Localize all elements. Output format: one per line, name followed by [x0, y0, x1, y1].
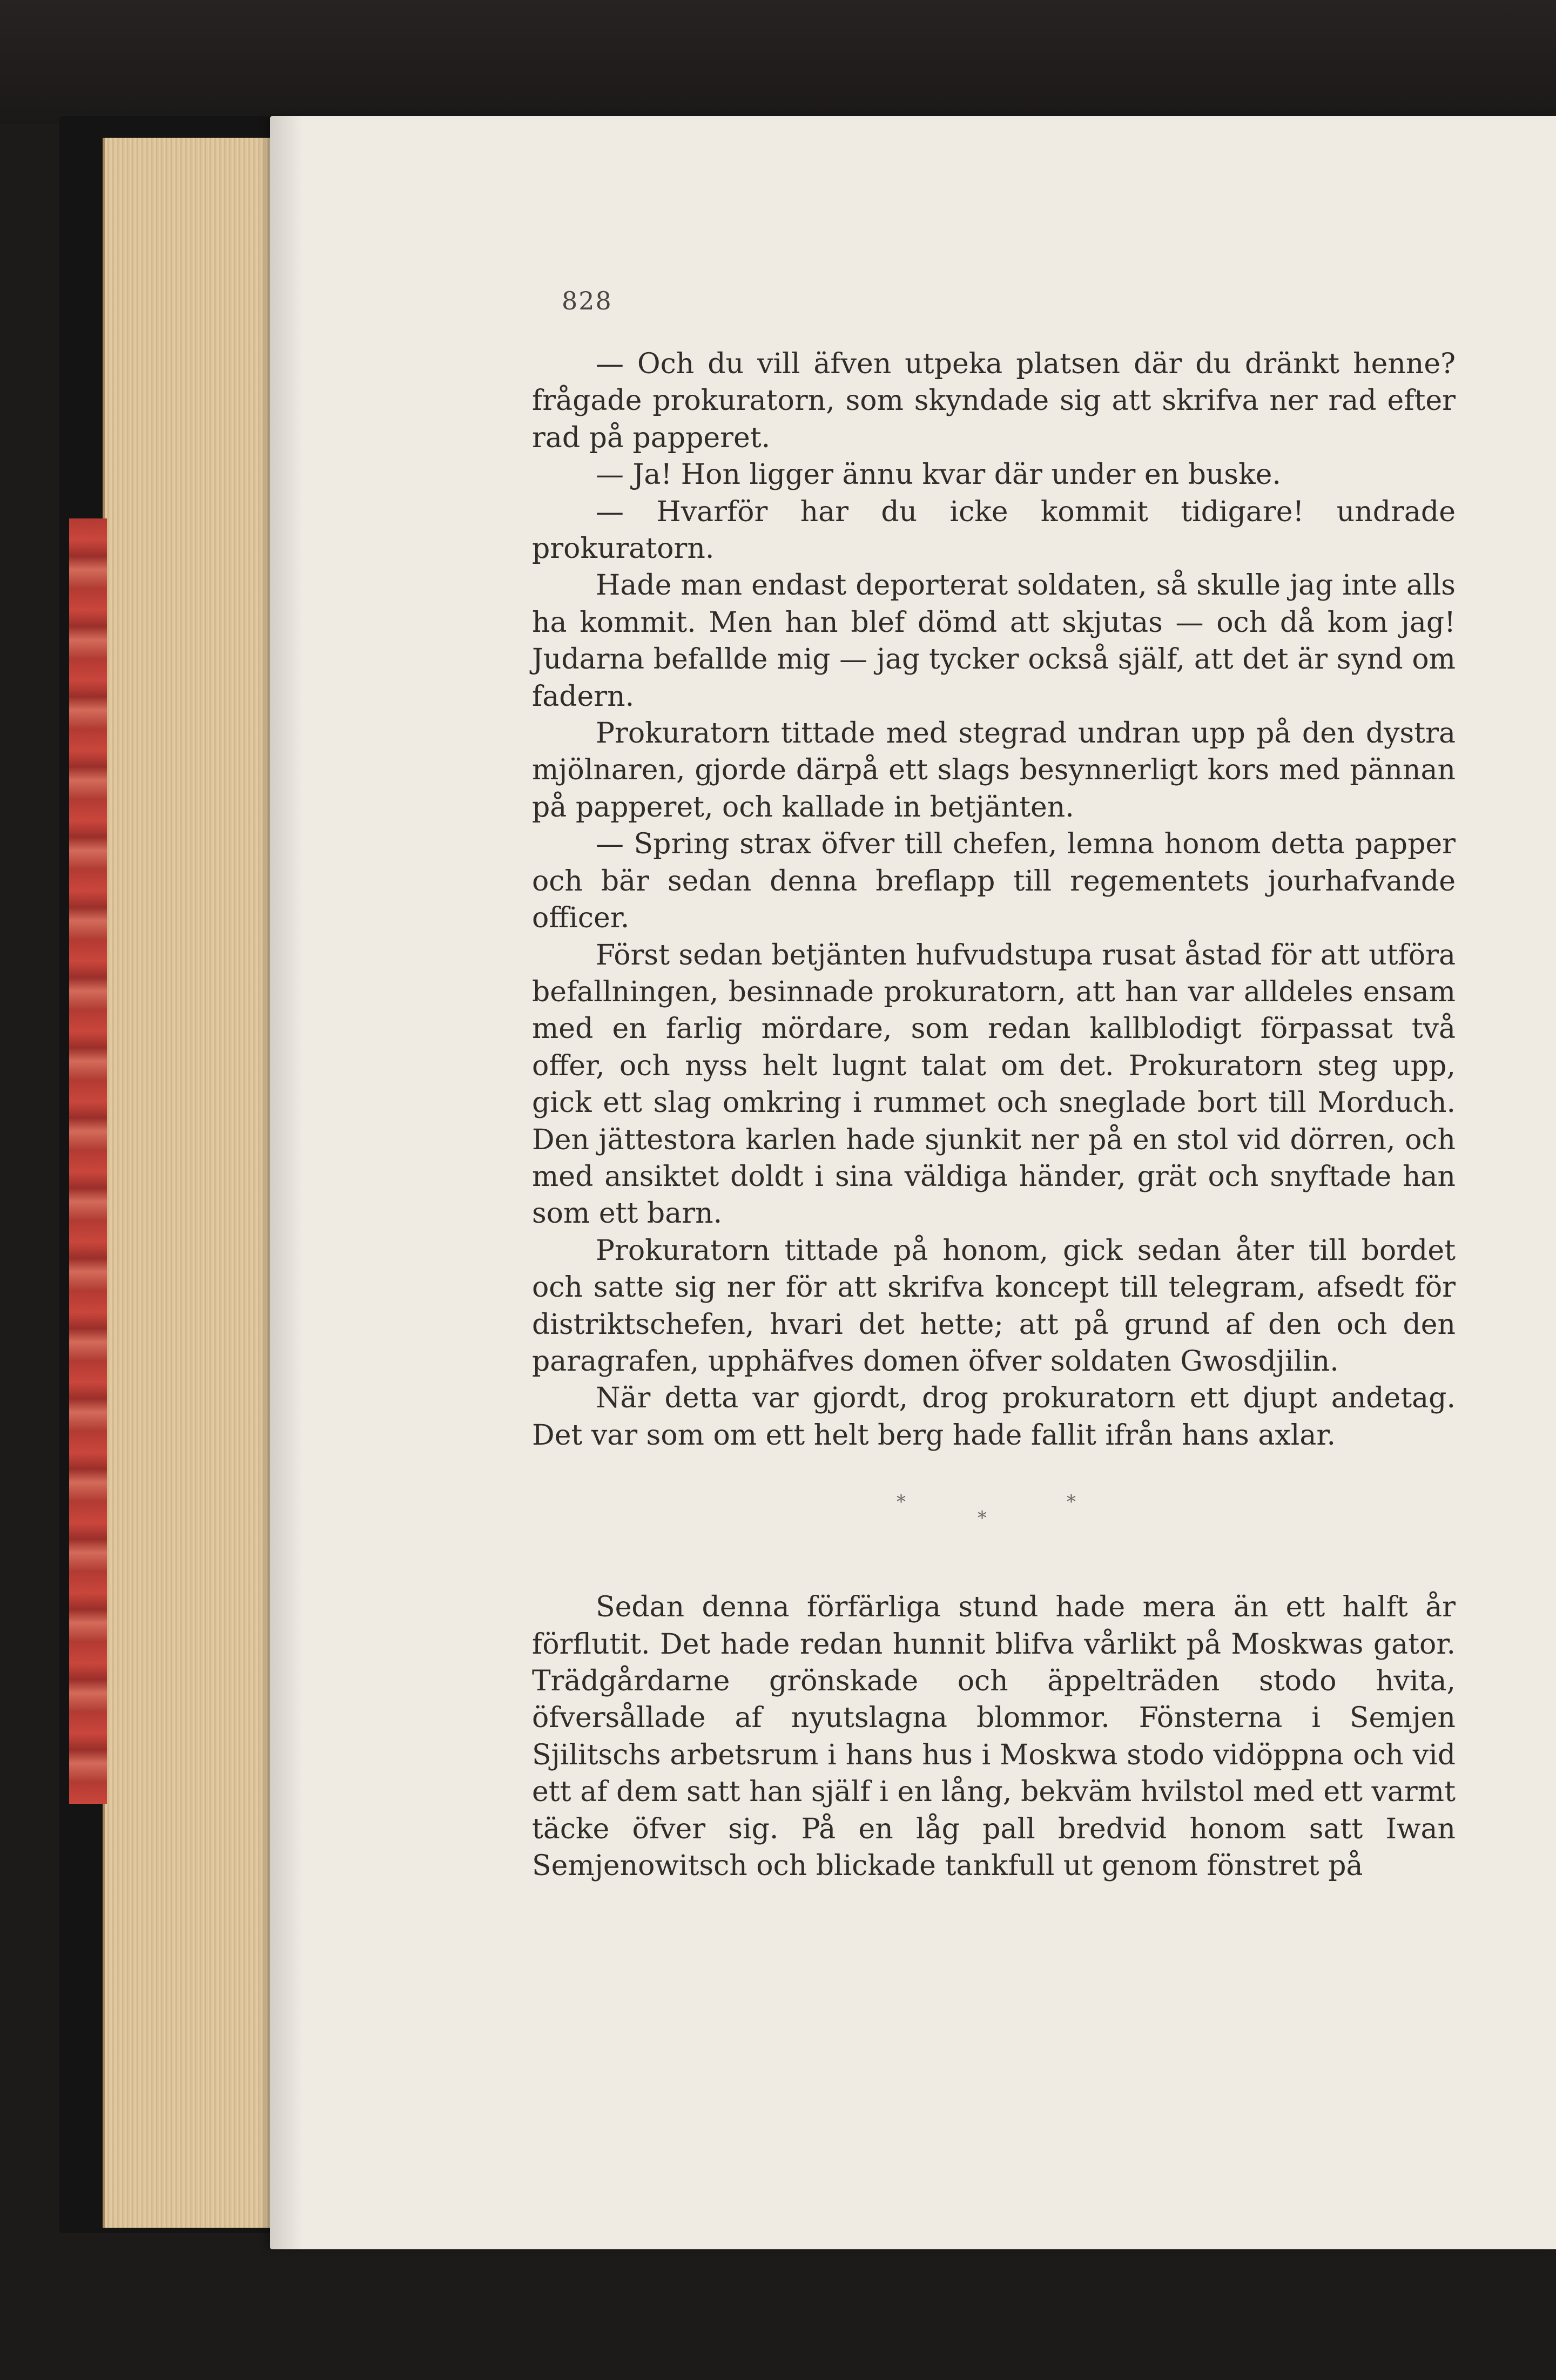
section-break-star: *: [978, 1507, 987, 1529]
page-number: 828: [562, 286, 612, 315]
paragraph: När detta var gjordt, drog prokuratorn ett djupt andetag. Det var som om ett helt berg hade fallit ifrån hans axlar.: [532, 1382, 1456, 1452]
paragraph: — Hvarför har du icke kommit tidigare! undrade prokuratorn.: [532, 495, 1456, 565]
page-gutter-shadow: [270, 116, 302, 2249]
paragraph: Sedan denna förfärliga stund hade mera än ett halft år förflutit. Det hade redan hunnit blifva vårlikt på Moskwas gator. Trädgårdarne grönskade och äppelträden stodo hvita, öfversållade af nyutslagna blommor. Fönsterna i Semjen Sjilitschs arbetsrum i hans hus i Moskwa stodo vidöppna och vid ett af dem satt han själf i en lång, bekväm hvilstol med ett varmt täcke öfver sig. På en låg pall bredvid honom satt Iwan Semjenowitsch och blickade tankfull ut genom fönstret på: [532, 1591, 1456, 1883]
page-text: [532, 346, 1456, 1884]
section-break: [532, 1454, 1456, 1589]
paragraph: — Och du vill äfven utpeka platsen där du dränkt henne? frågade prokuratorn, som skyndade sig att skrifva ner rad efter rad på papperet.: [532, 348, 1456, 454]
paragraph: Prokuratorn tittade med stegrad undran upp på den dystra mjölnaren, gjorde därpå ett slags besynnerligt kors med pännan på papperet, och kallade in betjänten.: [532, 717, 1456, 824]
paragraph: Hade man endast deporterat soldaten, så skulle jag inte alls ha kommit. Men han blef dömd att skjutas — och då kom jag! Judarna befallde mig — jag tycker också själf, att det är synd om fadern.: [532, 569, 1456, 713]
paragraph: — Spring strax öfver till chefen, lemna honom detta papper och bär sedan denna breflapp till regementets jourhafvande officer.: [532, 828, 1456, 935]
red-bookmark-strip: [69, 518, 107, 1804]
page-edges: [103, 138, 283, 2228]
paragraph: Prokuratorn tittade på honom, gick sedan åter till bordet och satte sig ner för att skrifva koncept till telegram, afsedt för distriktschefen, hvari det hette; att på grund af den och den paragrafen, upphäfves domen öfver soldaten Gwosdjilin.: [532, 1234, 1456, 1378]
dark-backdrop: [0, 0, 1556, 124]
section-break-star: *: [897, 1491, 906, 1513]
paragraph: Först sedan betjänten hufvudstupa rusat åstad för att utföra befallningen, besinnade prokuratorn, att han var alldeles ensam med en farlig mördare, som redan kallblodigt förpassat två offer, och nyss helt lugnt talat om det. Prokuratorn steg upp, gick ett slag omkring i rummet och sneglade bort till Morduch. Den jättestora karlen hade sjunkit ner på en stol vid dörren, och med ansiktet doldt i sina väldiga händer, grät och snyftade han som ett barn.: [532, 939, 1456, 1230]
paragraph: — Ja! Hon ligger ännu kvar där under en buske.: [596, 459, 1281, 491]
section-break-star: *: [1067, 1491, 1076, 1513]
